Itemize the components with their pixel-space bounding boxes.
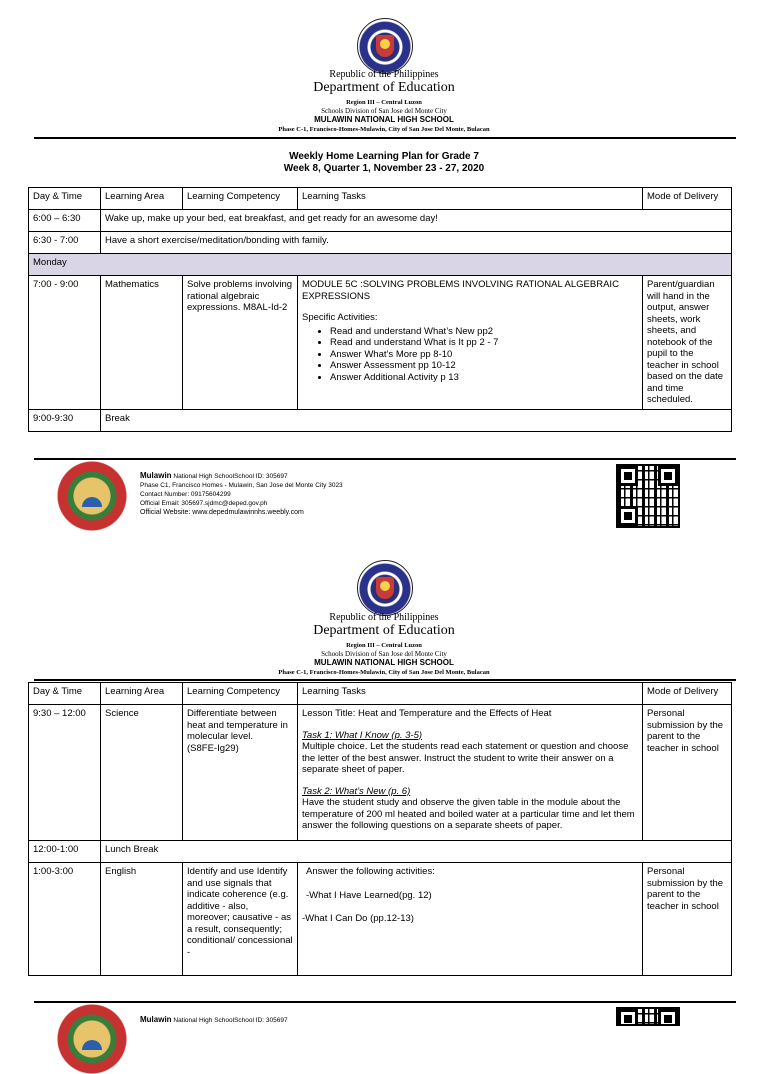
footer-school-id: School ID: 305697 xyxy=(234,1017,288,1024)
learning-plan-table-2 xyxy=(28,682,732,976)
footer-contact: Contact Number: 09175604299 xyxy=(140,491,231,498)
list-item: • Answer What’s More pp 8-10 xyxy=(330,349,638,361)
deped-seal xyxy=(357,560,413,616)
footer-email: Official Email: 305697.sjdmc@deped.gov.ph xyxy=(140,500,268,507)
learning-plan-table-1 xyxy=(28,187,732,432)
footer-school-bold: Mulawin xyxy=(140,1015,172,1024)
header-learning-competency: Learning Competency xyxy=(183,683,298,705)
day-row-monday xyxy=(29,254,732,276)
row-text: Wake up, make up your bed, eat breakfast, and get ready for an awesome day! xyxy=(101,210,732,232)
row-tasks xyxy=(298,705,643,841)
header-divider xyxy=(34,679,736,681)
task2-title: Task 2: What’s New (p. 6) xyxy=(302,785,411,797)
row-competency xyxy=(183,705,298,841)
header-mode-of-delivery: Mode of Delivery xyxy=(643,188,732,210)
plan-title: Weekly Home Learning Plan for Grade 7 xyxy=(289,151,479,162)
division-text: Schools Division of San Jose del Monte City xyxy=(321,650,447,658)
row-time: 1:00-3:00 xyxy=(29,863,101,976)
list-item: • Answer Additional Activity p 13 xyxy=(330,372,638,384)
header-learning-area: Learning Area xyxy=(101,188,183,210)
row-text: Lunch Break xyxy=(101,841,732,863)
row-competency: Identify and use Identify and use signals that indicate coherence (e.g. additive - also, moreover; causative - as a result, consequently; conditional/ concessional - xyxy=(183,863,298,976)
header-learning-competency: Learning Competency xyxy=(183,188,298,210)
module-title: MODULE 5C :SOLVING PROBLEMS INVOLVING RATIONAL ALGEBRAIC EXPRESSIONS xyxy=(302,279,619,302)
republic-text: Republic of the Philippines xyxy=(329,612,439,623)
footer-school-rest: National High School xyxy=(171,473,235,480)
row-text: Break xyxy=(101,410,732,432)
qr-code xyxy=(616,1007,680,1026)
task1-text: Multiple choice. Let the students read each statement or question and choose the letter of the best answer. Instruct the student to write their answer on a separate sheet of paper. xyxy=(302,741,629,775)
table-row-break xyxy=(29,410,732,432)
header-day-time: Day & Time xyxy=(29,683,101,705)
activity-list xyxy=(302,326,638,384)
header-learning-tasks: Learning Tasks xyxy=(298,188,643,210)
table-row-lunch xyxy=(29,841,732,863)
row-time: 9:30 – 12:00 xyxy=(29,705,101,841)
table-row xyxy=(29,232,732,254)
school-name: MULAWIN NATIONAL HIGH SCHOOL xyxy=(314,658,454,667)
division-text: Schools Division of San Jose del Monte City xyxy=(321,107,447,115)
activities-intro: Answer the following activities: xyxy=(306,866,435,877)
list-item: • Read and understand What is It pp 2 - 7 xyxy=(330,337,638,349)
competency-code: (S8FE-Ig29) xyxy=(187,742,239,754)
school-logo xyxy=(57,1004,127,1074)
footer-divider xyxy=(34,1001,736,1003)
school-name: MULAWIN NATIONAL HIGH SCHOOL xyxy=(314,115,454,124)
activity-item: -What I Can Do (pp.12-13) xyxy=(302,913,414,924)
footer-contact-block xyxy=(140,471,343,517)
footer-school-id: School ID: 305697 xyxy=(234,473,288,480)
table-header-row xyxy=(29,188,732,210)
department-title: Department of Education xyxy=(313,623,455,638)
row-tasks xyxy=(298,863,643,976)
region-text: Region III – Central Luzon xyxy=(346,99,422,106)
row-text: Have a short exercise/meditation/bonding with family. xyxy=(101,232,732,254)
task1-title: Task 1: What I Know (p. 3-5) xyxy=(302,729,423,741)
qr-code xyxy=(616,464,680,528)
department-title: Department of Education xyxy=(313,80,455,95)
footer-divider xyxy=(34,458,736,460)
specific-activities-label: Specific Activities: xyxy=(302,312,378,323)
list-item: • Answer Assessment pp 10-12 xyxy=(330,360,638,372)
header-day-time: Day & Time xyxy=(29,188,101,210)
table-row-mathematics xyxy=(29,276,732,410)
footer-school-bold: Mulawin xyxy=(140,471,172,480)
table-row-english xyxy=(29,863,732,976)
row-tasks xyxy=(298,276,643,410)
row-area: English xyxy=(101,863,183,976)
row-time: 9:00-9:30 xyxy=(29,410,101,432)
school-address: Phase C-1, Francisco-Homes-Mulawin, City of San Jose Del Monte, Bulacan xyxy=(278,669,490,676)
row-mode: Parent/guardian will hand in the output, answer sheets, work sheets, and notebook of the pupil to the teacher in school based on the date and time scheduled. xyxy=(643,276,732,410)
header-mode-of-delivery: Mode of Delivery xyxy=(643,683,732,705)
row-time: 7:00 - 9:00 xyxy=(29,276,101,410)
row-time: 12:00-1:00 xyxy=(29,841,101,863)
deped-seal xyxy=(357,18,413,74)
row-area: Science xyxy=(101,705,183,841)
row-time: 6:00 – 6:30 xyxy=(29,210,101,232)
day-label: Monday xyxy=(29,254,732,276)
footer-address: Phase C1, Francisco Homes - Mulawin, San Jose del Monte City 3023 xyxy=(140,482,343,489)
header-learning-tasks: Learning Tasks xyxy=(298,683,643,705)
row-time: 6:30 - 7:00 xyxy=(29,232,101,254)
row-competency: Solve problems involving rational algebraic expressions. M8AL-Id-2 xyxy=(183,276,298,410)
activity-item: -What I Have Learned(pg. 12) xyxy=(306,889,432,901)
header-learning-area: Learning Area xyxy=(101,683,183,705)
competency-text: Differentiate between heat and temperature in molecular level. xyxy=(187,708,288,742)
footer-school-rest: National High School xyxy=(171,1017,235,1024)
republic-text: Republic of the Philippines xyxy=(329,69,439,80)
lesson-title: Lesson Title: Heat and Temperature and the Effects of Heat xyxy=(302,708,552,719)
row-mode: Personal submission by the parent to the teacher in school xyxy=(643,863,732,976)
footer-website: Official Website: www.depedmulawinnhs.weebly.com xyxy=(140,509,304,516)
school-logo xyxy=(57,461,127,531)
list-item: • Read and understand What’s New pp2 xyxy=(330,326,638,338)
school-address: Phase C-1, Francisco-Homes-Mulawin, City of San Jose Del Monte, Bulacan xyxy=(278,126,490,133)
table-row-science xyxy=(29,705,732,841)
task2-text: Have the student study and observe the given table in the module about the temperature of 200 ml heated and boiled water at a particular time and let them answer the following questions on a separate sheets of paper. xyxy=(302,797,635,831)
plan-subtitle: Week 8, Quarter 1, November 23 - 27, 2020 xyxy=(283,163,485,174)
region-text: Region III – Central Luzon xyxy=(346,642,422,649)
row-area: Mathematics xyxy=(101,276,183,410)
table-row xyxy=(29,210,732,232)
row-mode: Personal submission by the parent to the teacher in school xyxy=(643,705,732,841)
table-header-row xyxy=(29,683,732,705)
header-divider xyxy=(34,137,736,139)
